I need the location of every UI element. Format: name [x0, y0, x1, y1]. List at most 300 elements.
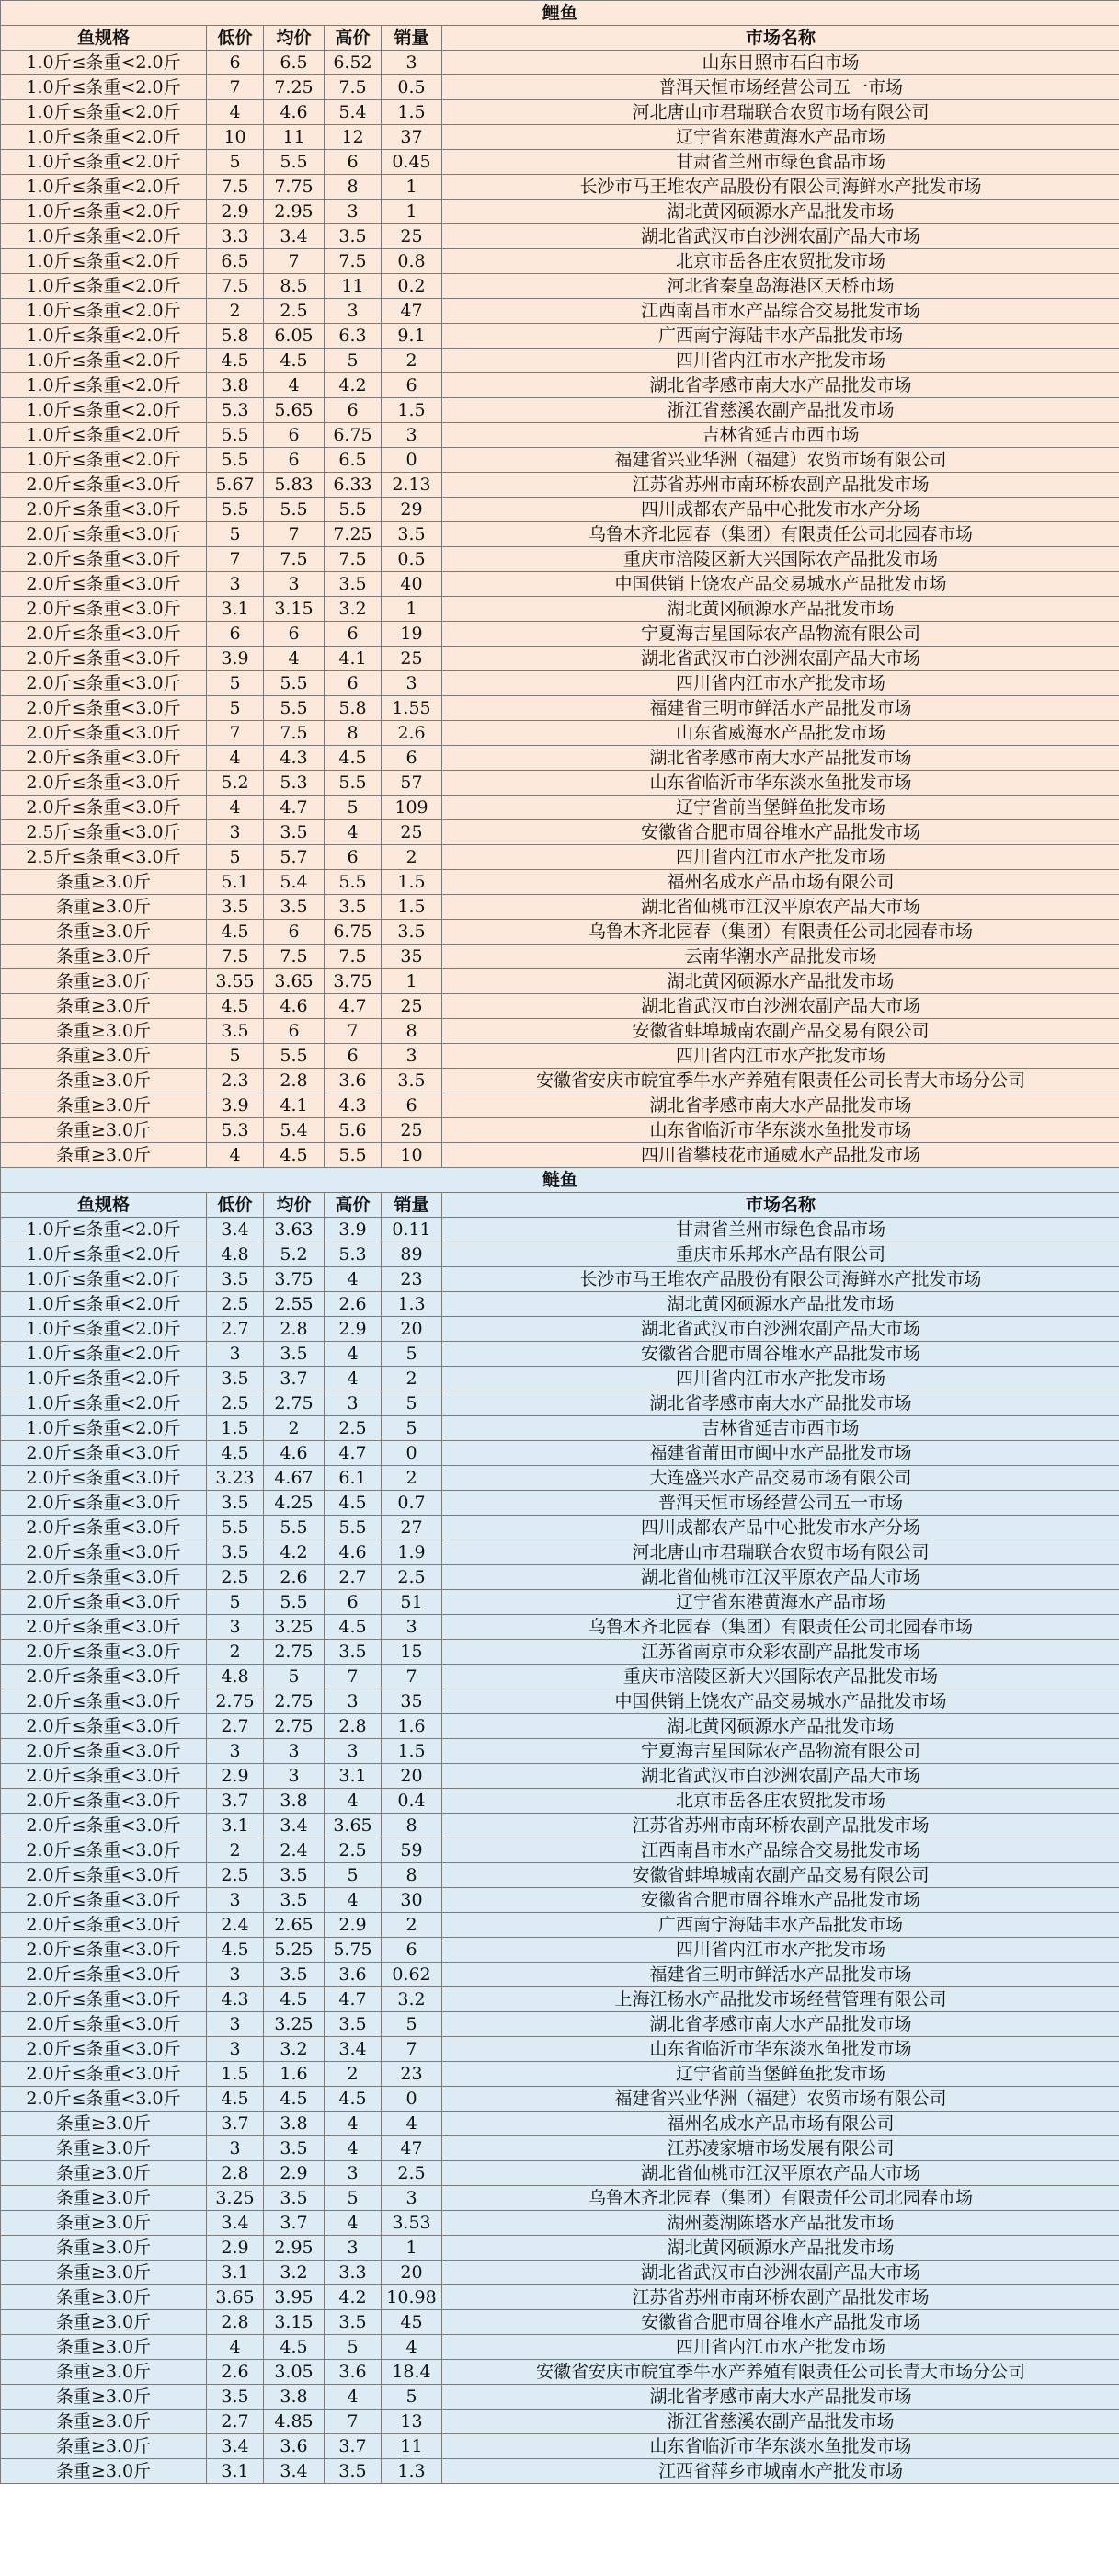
fish-size-cell: 2.0斤≤条重<3.0斤	[1, 1814, 207, 1838]
volume-cell: 20	[382, 1764, 442, 1789]
avg-price-cell: 5.5	[264, 1516, 325, 1540]
volume-cell: 25	[382, 994, 442, 1019]
high-price-cell: 4.5	[325, 1615, 382, 1640]
market-name-cell: 湖北省仙桃市江汉平原农产品大市场	[442, 895, 1119, 920]
volume-cell: 10	[382, 1143, 442, 1168]
volume-header: 销量	[382, 1193, 442, 1218]
volume-cell: 13	[382, 2410, 442, 2434]
table-row	[1, 2459, 1119, 2484]
high-price-cell: 2.7	[325, 1565, 382, 1590]
table-row	[1, 2211, 1119, 2236]
market-name-header: 市场名称	[442, 1193, 1119, 1218]
fish-size-cell: 1.0斤≤条重<2.0斤	[1, 1267, 207, 1292]
high-price-cell: 6	[325, 622, 382, 647]
fish-size-cell: 1.0斤≤条重<2.0斤	[1, 1317, 207, 1342]
market-name-cell: 湖北省武汉市白沙洲农副产品大市场	[442, 1764, 1119, 1789]
high-price-cell: 6.75	[325, 920, 382, 945]
high-price-cell: 2	[325, 2062, 382, 2087]
volume-cell: 3.2	[382, 1987, 442, 2012]
market-name-cell: 山东省临沂市华东淡水鱼批发市场	[442, 771, 1119, 796]
low-price-cell: 3	[207, 1615, 264, 1640]
low-price-cell: 5.2	[207, 771, 264, 796]
volume-cell: 1.5	[382, 870, 442, 895]
volume-cell: 5	[382, 1391, 442, 1416]
table-row	[1, 920, 1119, 945]
fish-size-cell: 2.0斤≤条重<3.0斤	[1, 1441, 207, 1466]
volume-cell: 1	[382, 597, 442, 622]
high-price-cell: 4.5	[325, 1491, 382, 1516]
market-name-cell: 长沙市马王堆农产品股份有限公司海鲜水产批发市场	[442, 1267, 1119, 1292]
low-price-cell: 6	[207, 51, 264, 75]
volume-cell: 4	[382, 2112, 442, 2136]
low-price-cell: 2	[207, 299, 264, 324]
fish-size-cell: 条重≥3.0斤	[1, 1069, 207, 1093]
market-name-cell: 宁夏海吉星国际农产品物流有限公司	[442, 1739, 1119, 1764]
table-row	[1, 1789, 1119, 1814]
header-row	[1, 26, 1119, 51]
market-name-cell: 福建省莆田市闽中水产品批发市场	[442, 1441, 1119, 1466]
low-price-cell: 3	[207, 572, 264, 597]
avg-price-cell: 3.5	[264, 2186, 325, 2211]
table-row	[1, 2136, 1119, 2161]
low-price-cell: 3	[207, 1342, 264, 1367]
table-row	[1, 796, 1119, 820]
table-row	[1, 2012, 1119, 2037]
volume-header: 销量	[382, 26, 442, 51]
avg-price-header: 均价	[264, 26, 325, 51]
table-row	[1, 597, 1119, 622]
fish-size-cell: 条重≥3.0斤	[1, 1019, 207, 1044]
high-price-header: 高价	[325, 26, 382, 51]
market-name-cell: 安徽省蚌埠城南农副产品交易有限公司	[442, 1863, 1119, 1888]
high-price-cell: 4	[325, 1888, 382, 1913]
avg-price-cell: 3.2	[264, 2261, 325, 2285]
market-name-cell: 普洱天恒市场经营公司五一市场	[442, 1491, 1119, 1516]
market-name-cell: 河北唐山市君瑞联合农贸市场有限公司	[442, 100, 1119, 125]
fish-size-cell: 2.0斤≤条重<3.0斤	[1, 1764, 207, 1789]
avg-price-cell: 5.65	[264, 398, 325, 423]
high-price-cell: 7	[325, 2410, 382, 2434]
fish-size-cell: 1.0斤≤条重<2.0斤	[1, 299, 207, 324]
low-price-cell: 3.5	[207, 2385, 264, 2410]
volume-cell: 1	[382, 2236, 442, 2261]
high-price-cell: 3.75	[325, 969, 382, 994]
table-row	[1, 2112, 1119, 2136]
table-row	[1, 2161, 1119, 2186]
table-row	[1, 448, 1119, 473]
low-price-cell: 4.8	[207, 1242, 264, 1267]
avg-price-cell: 5.5	[264, 1590, 325, 1615]
market-name-cell: 辽宁省东港黄海水产品市场	[442, 125, 1119, 150]
fish-size-cell: 条重≥3.0斤	[1, 2161, 207, 2186]
high-price-cell: 3.5	[325, 224, 382, 249]
high-price-cell: 4.1	[325, 647, 382, 671]
fish-size-cell: 条重≥3.0斤	[1, 2186, 207, 2211]
fish-size-cell: 1.0斤≤条重<2.0斤	[1, 398, 207, 423]
avg-price-cell: 4.5	[264, 1143, 325, 1168]
market-name-cell: 湖北黄冈硕源水产品批发市场	[442, 200, 1119, 224]
high-price-cell: 3.7	[325, 2434, 382, 2459]
high-price-cell: 4	[325, 2112, 382, 2136]
table-row	[1, 1689, 1119, 1714]
volume-cell: 3.53	[382, 2211, 442, 2236]
section-title-row	[1, 1, 1119, 26]
market-name-cell: 乌鲁木齐北园春（集团）有限责任公司北园春市场	[442, 920, 1119, 945]
fish-size-cell: 条重≥3.0斤	[1, 2236, 207, 2261]
market-name-cell: 安徽省合肥市周谷堆水产品批发市场	[442, 1888, 1119, 1913]
avg-price-cell: 6.05	[264, 324, 325, 349]
high-price-cell: 6	[325, 671, 382, 696]
section-title: 鲤鱼	[1, 1, 1119, 26]
market-name-cell: 福州名成水产品市场有限公司	[442, 2112, 1119, 2136]
high-price-cell: 5	[325, 2186, 382, 2211]
table-row	[1, 1242, 1119, 1267]
fish-size-cell: 1.0斤≤条重<2.0斤	[1, 1367, 207, 1391]
volume-cell: 0.62	[382, 1963, 442, 1987]
high-price-cell: 4	[325, 1342, 382, 1367]
market-name-cell: 安徽省安庆市皖宜季牛水产养殖有限责任公司长青大市场分公司	[442, 1069, 1119, 1093]
market-name-cell: 大连盛兴水产品交易市场有限公司	[442, 1466, 1119, 1491]
market-name-cell: 四川省内江市水产批发市场	[442, 349, 1119, 373]
volume-cell: 3	[382, 423, 442, 448]
high-price-cell: 4.6	[325, 1540, 382, 1565]
high-price-cell: 6.75	[325, 423, 382, 448]
fish-size-cell: 2.0斤≤条重<3.0斤	[1, 1466, 207, 1491]
volume-cell: 37	[382, 125, 442, 150]
avg-price-cell: 4.25	[264, 1491, 325, 1516]
table-row	[1, 1267, 1119, 1292]
fish-size-cell: 1.0斤≤条重<2.0斤	[1, 1342, 207, 1367]
avg-price-cell: 2.75	[264, 1714, 325, 1739]
high-price-cell: 4.5	[325, 746, 382, 771]
high-price-cell: 2.5	[325, 1416, 382, 1441]
high-price-cell: 3.5	[325, 2012, 382, 2037]
volume-cell: 1.9	[382, 1540, 442, 1565]
volume-cell: 3	[382, 1044, 442, 1069]
fish-size-cell: 1.0斤≤条重<2.0斤	[1, 249, 207, 274]
volume-cell: 3	[382, 671, 442, 696]
fish-size-cell: 2.0斤≤条重<3.0斤	[1, 1838, 207, 1863]
high-price-cell: 6.1	[325, 1466, 382, 1491]
market-name-cell: 山东省临沂市华东淡水鱼批发市场	[442, 2037, 1119, 2062]
fish-size-cell: 条重≥3.0斤	[1, 895, 207, 920]
market-name-cell: 湖北黄冈硕源水产品批发市场	[442, 2236, 1119, 2261]
avg-price-cell: 2	[264, 1416, 325, 1441]
table-row	[1, 2310, 1119, 2335]
avg-price-cell: 3.63	[264, 1218, 325, 1242]
volume-cell: 0.7	[382, 1491, 442, 1516]
table-row	[1, 2186, 1119, 2211]
fish-size-cell: 2.0斤≤条重<3.0斤	[1, 1863, 207, 1888]
avg-price-cell: 8.5	[264, 274, 325, 299]
avg-price-cell: 3	[264, 1764, 325, 1789]
high-price-cell: 3	[325, 200, 382, 224]
fish-size-cell: 条重≥3.0斤	[1, 920, 207, 945]
avg-price-cell: 3	[264, 1739, 325, 1764]
volume-cell: 9.1	[382, 324, 442, 349]
avg-price-cell: 6	[264, 1019, 325, 1044]
volume-cell: 2.5	[382, 1565, 442, 1590]
fish-size-cell: 1.0斤≤条重<2.0斤	[1, 1218, 207, 1242]
table-row	[1, 2062, 1119, 2087]
high-price-cell: 4.2	[325, 2285, 382, 2310]
avg-price-cell: 3.2	[264, 2037, 325, 2062]
low-price-cell: 4.5	[207, 2087, 264, 2112]
avg-price-cell: 5.5	[264, 696, 325, 721]
volume-cell: 40	[382, 572, 442, 597]
table-row	[1, 150, 1119, 175]
volume-cell: 3.5	[382, 1069, 442, 1093]
high-price-cell: 8	[325, 721, 382, 746]
table-row	[1, 547, 1119, 572]
volume-cell: 7	[382, 2037, 442, 2062]
avg-price-cell: 6	[264, 448, 325, 473]
avg-price-cell: 6	[264, 920, 325, 945]
volume-cell: 5	[382, 2385, 442, 2410]
high-price-cell: 6.33	[325, 473, 382, 498]
low-price-cell: 3.23	[207, 1466, 264, 1491]
low-price-cell: 3.8	[207, 373, 264, 398]
low-price-cell: 4.8	[207, 1665, 264, 1689]
fish-size-cell: 条重≥3.0斤	[1, 2112, 207, 2136]
low-price-cell: 3.1	[207, 2459, 264, 2484]
market-name-cell: 江西南昌市水产品综合交易批发市场	[442, 1838, 1119, 1863]
avg-price-cell: 5.5	[264, 150, 325, 175]
avg-price-cell: 3.4	[264, 2459, 325, 2484]
volume-cell: 6	[382, 1938, 442, 1963]
market-name-cell: 安徽省合肥市周谷堆水产品批发市场	[442, 820, 1119, 845]
volume-cell: 2.13	[382, 473, 442, 498]
volume-cell: 89	[382, 1242, 442, 1267]
market-name-cell: 乌鲁木齐北园春（集团）有限责任公司北园春市场	[442, 2186, 1119, 2211]
market-name-cell: 湖北黄冈硕源水产品批发市场	[442, 1714, 1119, 1739]
fish-size-cell: 2.0斤≤条重<3.0斤	[1, 696, 207, 721]
volume-cell: 30	[382, 1888, 442, 1913]
table-row	[1, 1143, 1119, 1168]
table-row	[1, 1044, 1119, 1069]
low-price-cell: 4	[207, 746, 264, 771]
high-price-cell: 7	[325, 1019, 382, 1044]
fish-size-cell: 2.0斤≤条重<3.0斤	[1, 1516, 207, 1540]
low-price-cell: 4.5	[207, 920, 264, 945]
avg-price-cell: 4.5	[264, 2335, 325, 2360]
high-price-cell: 7.5	[325, 249, 382, 274]
volume-cell: 5	[382, 2012, 442, 2037]
fish-size-cell: 条重≥3.0斤	[1, 1118, 207, 1143]
fish-size-cell: 条重≥3.0斤	[1, 870, 207, 895]
fish-size-cell: 条重≥3.0斤	[1, 2285, 207, 2310]
table-row	[1, 1491, 1119, 1516]
table-row	[1, 2236, 1119, 2261]
low-price-cell: 5.67	[207, 473, 264, 498]
fish-size-cell: 条重≥3.0斤	[1, 2434, 207, 2459]
low-price-cell: 3.5	[207, 1491, 264, 1516]
low-price-cell: 6	[207, 622, 264, 647]
volume-cell: 35	[382, 1689, 442, 1714]
table-row	[1, 969, 1119, 994]
high-price-cell: 4	[325, 1367, 382, 1391]
high-price-cell: 5.8	[325, 696, 382, 721]
high-price-cell: 4	[325, 2211, 382, 2236]
fish-size-cell: 2.0斤≤条重<3.0斤	[1, 622, 207, 647]
market-name-cell: 山东日照市石臼市场	[442, 51, 1119, 75]
avg-price-cell: 3.8	[264, 2112, 325, 2136]
avg-price-cell: 5.25	[264, 1938, 325, 1963]
high-price-cell: 7.5	[325, 547, 382, 572]
fish-size-cell: 2.0斤≤条重<3.0斤	[1, 1491, 207, 1516]
fish-size-cell: 1.0斤≤条重<2.0斤	[1, 125, 207, 150]
volume-cell: 25	[382, 1118, 442, 1143]
volume-cell: 2	[382, 1913, 442, 1938]
market-name-cell: 江苏凌家塘市场发展有限公司	[442, 2136, 1119, 2161]
low-price-cell: 4	[207, 2335, 264, 2360]
low-price-cell: 3.9	[207, 1093, 264, 1118]
high-price-cell: 3	[325, 1739, 382, 1764]
avg-price-cell: 2.95	[264, 2236, 325, 2261]
low-price-cell: 4	[207, 1143, 264, 1168]
high-price-cell: 3.5	[325, 2459, 382, 2484]
fish-size-cell: 条重≥3.0斤	[1, 2136, 207, 2161]
volume-cell: 20	[382, 2261, 442, 2285]
avg-price-cell: 5.3	[264, 771, 325, 796]
low-price-cell: 3.5	[207, 1367, 264, 1391]
avg-price-cell: 7.5	[264, 945, 325, 969]
table-row	[1, 1863, 1119, 1888]
market-name-cell: 福建省兴业华洲（福建）农贸市场有限公司	[442, 448, 1119, 473]
avg-price-cell: 3.4	[264, 224, 325, 249]
avg-price-cell: 5.4	[264, 870, 325, 895]
market-name-cell: 浙江省慈溪农副产品批发市场	[442, 398, 1119, 423]
fish-size-cell: 条重≥3.0斤	[1, 2261, 207, 2285]
low-price-cell: 6.5	[207, 249, 264, 274]
fish-size-cell: 2.0斤≤条重<3.0斤	[1, 1540, 207, 1565]
low-price-cell: 3.7	[207, 1789, 264, 1814]
table-row	[1, 1665, 1119, 1689]
volume-cell: 27	[382, 1516, 442, 1540]
fish-size-cell: 条重≥3.0斤	[1, 2360, 207, 2385]
market-name-cell: 中国供销上饶农产品交易城水产品批发市场	[442, 572, 1119, 597]
avg-price-cell: 3.65	[264, 969, 325, 994]
high-price-cell: 6.5	[325, 448, 382, 473]
fish-size-cell: 2.0斤≤条重<3.0斤	[1, 1689, 207, 1714]
low-price-cell: 5.5	[207, 423, 264, 448]
avg-price-cell: 4.6	[264, 994, 325, 1019]
market-name-cell: 四川省内江市水产批发市场	[442, 671, 1119, 696]
avg-price-cell: 3.95	[264, 2285, 325, 2310]
high-price-cell: 12	[325, 125, 382, 150]
market-name-cell: 四川省内江市水产批发市场	[442, 2335, 1119, 2360]
low-price-cell: 2.5	[207, 1863, 264, 1888]
table-row	[1, 820, 1119, 845]
market-name-cell: 中国供销上饶农产品交易城水产品批发市场	[442, 1689, 1119, 1714]
market-name-cell: 浙江省慈溪农副产品批发市场	[442, 2410, 1119, 2434]
fish-size-cell: 2.0斤≤条重<3.0斤	[1, 771, 207, 796]
avg-price-cell: 2.6	[264, 1565, 325, 1590]
volume-cell: 0.2	[382, 274, 442, 299]
table-row	[1, 2434, 1119, 2459]
table-row	[1, 671, 1119, 696]
avg-price-cell: 3.8	[264, 1789, 325, 1814]
table-row	[1, 1565, 1119, 1590]
table-row	[1, 200, 1119, 224]
market-name-cell: 湖北黄冈硕源水产品批发市场	[442, 1292, 1119, 1317]
high-price-cell: 3.6	[325, 1069, 382, 1093]
low-price-cell: 3	[207, 1888, 264, 1913]
low-price-cell: 3.9	[207, 647, 264, 671]
low-price-cell: 3.1	[207, 2261, 264, 2285]
table-row	[1, 274, 1119, 299]
market-name-cell: 湖北省仙桃市江汉平原农产品大市场	[442, 2161, 1119, 2186]
table-row	[1, 1441, 1119, 1466]
avg-price-cell: 2.75	[264, 1689, 325, 1714]
avg-price-cell: 4.5	[264, 2087, 325, 2112]
high-price-cell: 5	[325, 349, 382, 373]
avg-price-cell: 4.2	[264, 1540, 325, 1565]
fish-size-cell: 2.0斤≤条重<3.0斤	[1, 1888, 207, 1913]
market-name-cell: 宁夏海吉星国际农产品物流有限公司	[442, 622, 1119, 647]
low-price-cell: 3.3	[207, 224, 264, 249]
low-price-cell: 1.5	[207, 1416, 264, 1441]
table-row	[1, 1640, 1119, 1665]
volume-cell: 1.6	[382, 1714, 442, 1739]
low-price-cell: 4.5	[207, 1938, 264, 1963]
avg-price-cell: 3.8	[264, 2385, 325, 2410]
low-price-cell: 4.5	[207, 994, 264, 1019]
fish-size-cell: 2.5斤≤条重<3.0斤	[1, 845, 207, 870]
low-price-cell: 5	[207, 696, 264, 721]
volume-cell: 25	[382, 224, 442, 249]
low-price-cell: 5	[207, 150, 264, 175]
fish-size-cell: 1.0斤≤条重<2.0斤	[1, 373, 207, 398]
low-price-cell: 3	[207, 2136, 264, 2161]
fish-size-cell: 条重≥3.0斤	[1, 1143, 207, 1168]
table-row	[1, 945, 1119, 969]
fish-size-cell: 条重≥3.0斤	[1, 2211, 207, 2236]
volume-cell: 0.5	[382, 75, 442, 100]
low-price-cell: 3.5	[207, 1019, 264, 1044]
high-price-cell: 4.7	[325, 994, 382, 1019]
fish-size-cell: 条重≥3.0斤	[1, 2310, 207, 2335]
avg-price-cell: 6.5	[264, 51, 325, 75]
avg-price-cell: 2.55	[264, 1292, 325, 1317]
fish-size-cell: 2.0斤≤条重<3.0斤	[1, 597, 207, 622]
high-price-cell: 4.2	[325, 373, 382, 398]
high-price-cell: 7.5	[325, 75, 382, 100]
market-name-cell: 上海江杨水产品批发市场经营管理有限公司	[442, 1987, 1119, 2012]
market-name-cell: 山东省威海水产品批发市场	[442, 721, 1119, 746]
volume-cell: 0.5	[382, 547, 442, 572]
volume-cell: 47	[382, 299, 442, 324]
table-row	[1, 2037, 1119, 2062]
high-price-cell: 3.5	[325, 1640, 382, 1665]
fish-size-cell: 2.0斤≤条重<3.0斤	[1, 721, 207, 746]
market-name-cell: 重庆市涪陵区新大兴国际农产品批发市场	[442, 547, 1119, 572]
high-price-cell: 8	[325, 175, 382, 200]
volume-cell: 0.45	[382, 150, 442, 175]
avg-price-cell: 7	[264, 522, 325, 547]
low-price-cell: 2.8	[207, 2161, 264, 2186]
low-price-cell: 5.5	[207, 498, 264, 522]
fish-size-cell: 2.0斤≤条重<3.0斤	[1, 547, 207, 572]
market-name-cell: 湖北省武汉市白沙洲农副产品大市场	[442, 994, 1119, 1019]
table-row	[1, 522, 1119, 547]
volume-cell: 23	[382, 1267, 442, 1292]
volume-cell: 10.98	[382, 2285, 442, 2310]
low-price-cell: 2.6	[207, 2360, 264, 2385]
fish-size-cell: 2.0斤≤条重<3.0斤	[1, 1987, 207, 2012]
volume-cell: 20	[382, 1317, 442, 1342]
table-row	[1, 1615, 1119, 1640]
